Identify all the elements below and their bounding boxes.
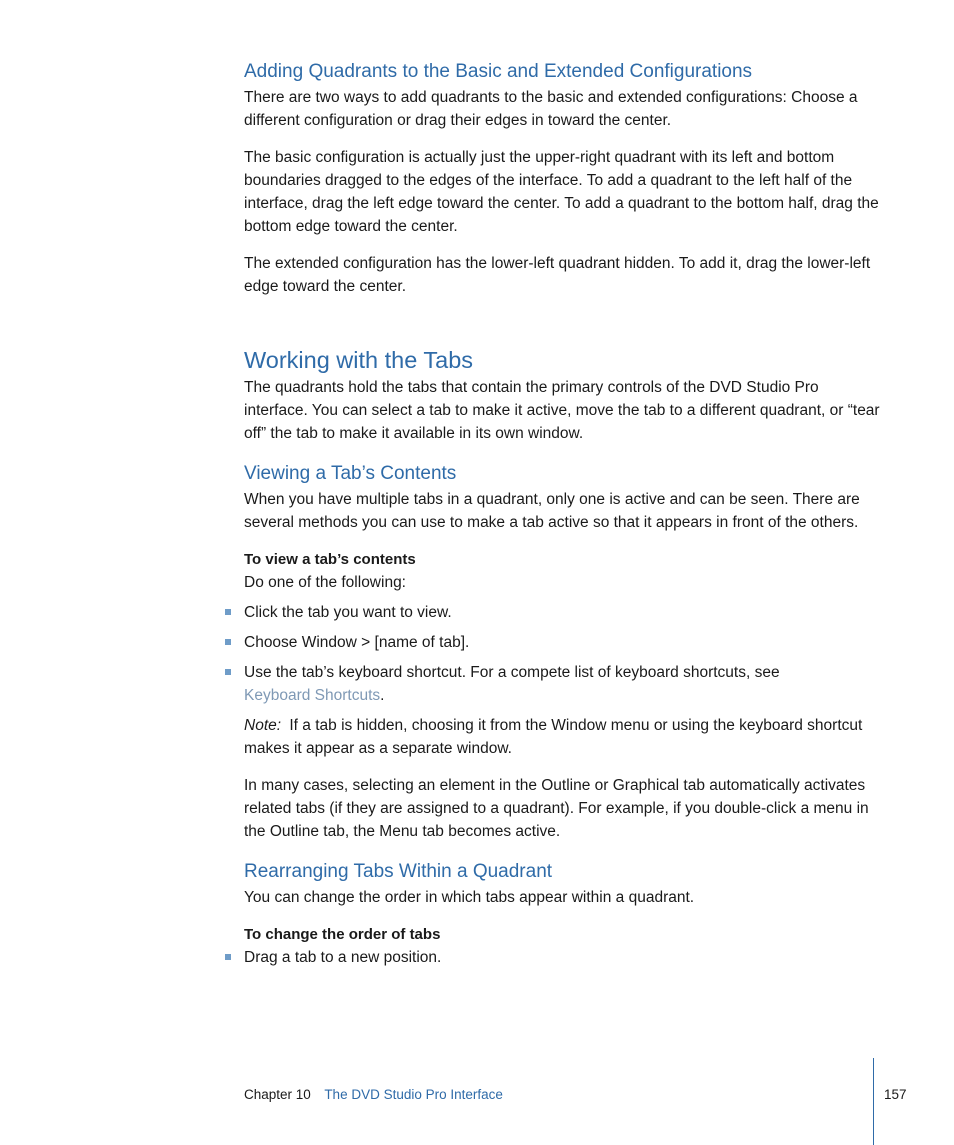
paragraph: The basic configuration is actually just the upper-right quadrant with its left and bottom boundaries dragged to the edges of the interface. To add a quadrant to the left half of the interface, drag the left edge toward the center. To add a quadrant to the bottom half, drag the bottom edge toward the center. [244,149,879,235]
section-heading-rearranging-tabs: Rearranging Tabs Within a Quadrant [244,861,553,882]
footer-divider [873,1058,874,1145]
bullet-list [244,946,880,969]
bullet-square-icon [225,669,231,675]
page-number: 157 [884,1087,907,1102]
keyboard-shortcuts-link[interactable]: Keyboard Shortcuts [244,687,381,704]
paragraph: In many cases, selecting an element in the Outline or Graphical tab automatically activates related tabs (if they are assigned to a quadrant). For example, if you double-click a menu in the Outline tab, the Menu tab becomes active. [244,777,869,840]
list-item: Choose Window > [name of tab]. [244,631,880,654]
section-heading-viewing-tab-contents: Viewing a Tab’s Contents [244,463,457,484]
section-heading-working-with-tabs: Working with the Tabs [244,347,474,373]
paragraph: You can change the order in which tabs appear within a quadrant. [244,889,695,906]
note-text: If a tab is hidden, choosing it from the Window menu or using the keyboard shortcut makes it appear as a separate window. [244,717,863,757]
list-item: Use the tab’s keyboard shortcut. For a compete list of keyboard shortcuts, see Keyboard Shortcuts. [244,661,880,707]
bullet-square-icon [225,609,231,615]
list-item: Click the tab you want to view. [244,601,880,624]
bullet-square-icon [225,639,231,645]
paragraph: There are two ways to add quadrants to the basic and extended configurations: Choose a different configuration or drag their edges in toward the center. [244,89,858,129]
paragraph: The quadrants hold the tabs that contain the primary controls of the DVD Studio Pro interface. You can select a tab to make it active, move the tab to a different quadrant, or “tear off” the tab to make it available in its own window. [244,379,880,442]
paragraph: When you have multiple tabs in a quadrant, only one is active and can be seen. There are several methods you can use to make a tab active so that it appears in front of the others. [244,491,860,531]
bullet-list [244,601,880,707]
task-intro: Do one of the following: [244,574,406,591]
task-title: To view a tab’s contents [244,551,416,568]
paragraph: The extended configuration has the lower-left quadrant hidden. To add it, drag the lower-left edge toward the center. [244,255,871,295]
footer-chapter-title: The DVD Studio Pro Interface [324,1087,503,1102]
note-paragraph [244,714,880,760]
bullet-square-icon [225,954,231,960]
page-content [244,60,880,976]
page-footer [244,1086,503,1104]
note-label: Note: [244,717,282,734]
task-title: To change the order of tabs [244,926,441,943]
section-heading-adding-quadrants: Adding Quadrants to the Basic and Extended Configurations [244,61,753,82]
footer-chapter: Chapter 10 [244,1087,311,1102]
list-item: Drag a tab to a new position. [244,946,880,969]
